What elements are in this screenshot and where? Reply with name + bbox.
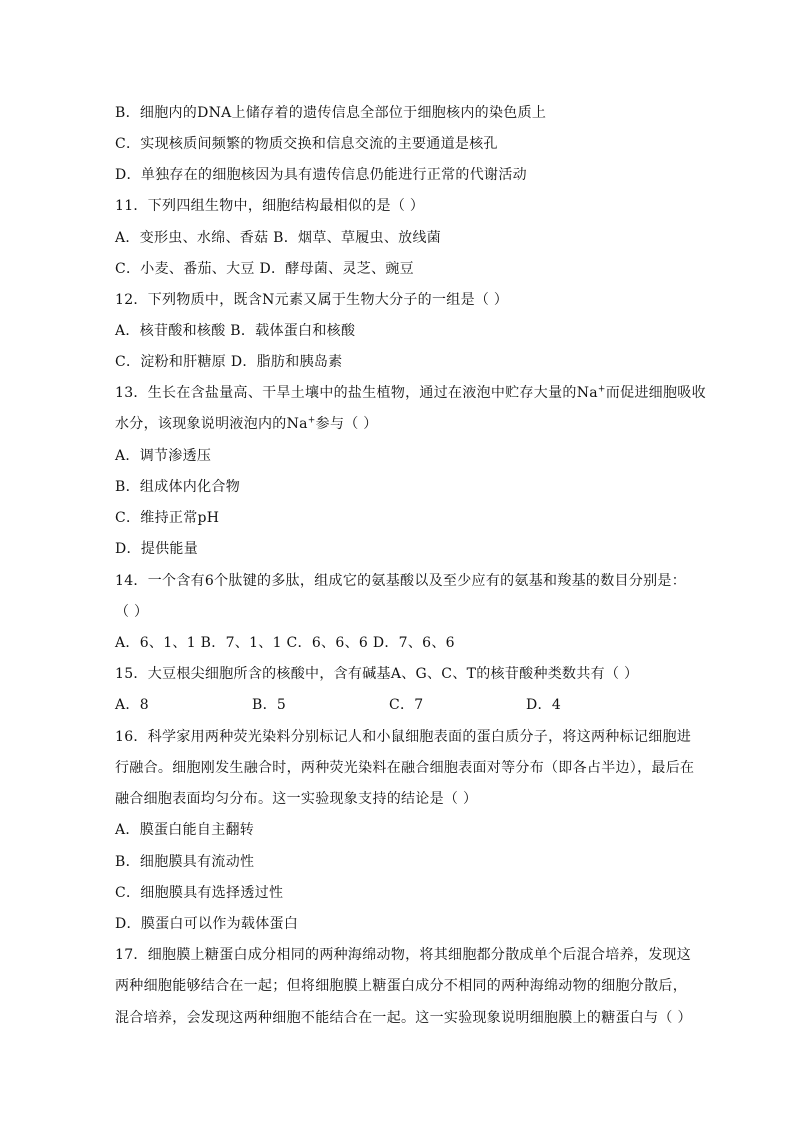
q11-options-ab: A．变形虫、水绵、香菇 B．烟草、草履虫、放线菌 bbox=[115, 230, 442, 246]
q13-text-part: 参与（ ） bbox=[315, 416, 378, 432]
q16-option-d: D．膜蛋白可以作为载体蛋白 bbox=[115, 916, 299, 932]
q13-text-part: 而促进细胞吸收 bbox=[605, 385, 706, 401]
q11-options-cd: C．小麦、番茄、大豆 D．酵母菌、灵芝、豌豆 bbox=[115, 261, 414, 277]
q13-option-a: A．调节渗透压 bbox=[115, 448, 212, 464]
q10-option-c: C．实现核质间频繁的物质交换和信息交流的主要通道是核孔 bbox=[115, 136, 498, 152]
question-14-line-2: （ ） bbox=[115, 604, 149, 620]
q16-option-c: C．细胞膜具有选择透过性 bbox=[115, 885, 284, 901]
q10-option-b: B．细胞内的DNA上储存着的遗传信息全部位于细胞核内的染色质上 bbox=[115, 105, 547, 121]
q16-option-b: B．细胞膜具有流动性 bbox=[115, 854, 255, 870]
q15-option-b: B．5 bbox=[252, 697, 287, 713]
superscript-plus: + bbox=[307, 415, 316, 426]
question-13-line-1 bbox=[115, 383, 706, 403]
q13-option-c: C．维持正常pH bbox=[115, 510, 220, 526]
q15-options bbox=[115, 695, 561, 715]
question-17-line-1: 17．细胞膜上糖蛋白成分相同的两种海绵动物，将其细胞都分散成单个后混合培养，发现这 bbox=[115, 947, 692, 963]
q15-option-c: C．7 bbox=[389, 697, 424, 713]
q15-option-a: A．8 bbox=[115, 697, 149, 713]
superscript-plus: + bbox=[597, 384, 606, 395]
q12-options-cd: C．淀粉和肝糖原 D．脂肪和胰岛素 bbox=[115, 354, 343, 370]
question-13-line-2 bbox=[115, 414, 378, 434]
q14-options: A．6、1、1 B．7、1、1 C．6、6、6 D．7、6、6 bbox=[115, 635, 455, 651]
q15-option-d: D．4 bbox=[526, 697, 562, 713]
question-17-line-2: 两种细胞能够结合在一起；但将细胞膜上糖蛋白成分不相同的两种海绵动物的细胞分散后， bbox=[115, 978, 687, 994]
question-17-line-3: 混合培养，会发现这两种细胞不能结合在一起。这一实验现象说明细胞膜上的糖蛋白与（ ） bbox=[115, 1010, 692, 1026]
q13-option-b: B．组成体内化合物 bbox=[115, 479, 240, 495]
q12-options-ab: A．核苷酸和核酸 B．载体蛋白和核酸 bbox=[115, 323, 356, 339]
question-16-line-1: 16．科学家用两种荧光染料分别标记人和小鼠细胞表面的蛋白质分子，将这两种标记细胞进 bbox=[115, 729, 692, 745]
question-14-line-1: 14．一个含有6个肽键的多肽，组成它的氨基酸以及至少应有的氨基和羧基的数目分别是： bbox=[115, 573, 687, 589]
question-11: 11．下列四组生物中，细胞结构最相似的是（ ） bbox=[115, 198, 425, 214]
question-16-line-3: 融合细胞表面均匀分布。这一实验现象支持的结论是（ ） bbox=[115, 791, 478, 807]
q13-text-part: 水分，该现象说明液泡内的Na bbox=[115, 416, 308, 432]
q13-option-d: D．提供能量 bbox=[115, 541, 199, 557]
question-16-line-2: 行融合。细胞刚发生融合时，两种荧光染料在融合细胞表面对等分布（即各占半边），最后在 bbox=[115, 760, 695, 776]
question-15: 15．大豆根尖细胞所含的核酸中，含有碱基A、G、C、T的核苷酸种类数共有（ ） bbox=[115, 666, 639, 682]
question-12: 12．下列物质中，既含N元素又属于生物大分子的一组是（ ） bbox=[115, 292, 509, 308]
q13-text-part: 13．生长在含盐量高、干旱土壤中的盐生植物，通过在液泡中贮存大量的Na bbox=[115, 385, 598, 401]
q10-option-d: D．单独存在的细胞核因为具有遗传信息仍能进行正常的代谢活动 bbox=[115, 167, 527, 183]
q16-option-a: A．膜蛋白能自主翻转 bbox=[115, 822, 255, 838]
